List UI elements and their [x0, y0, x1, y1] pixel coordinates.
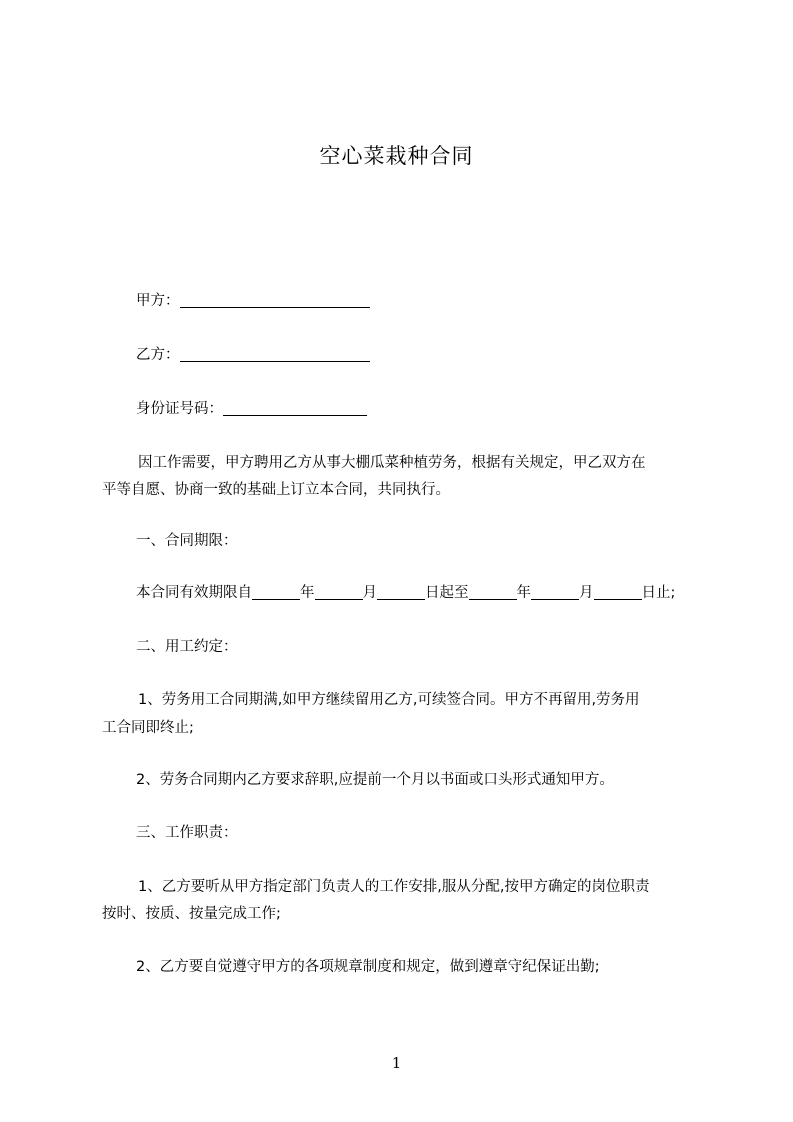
term-month-label-2: 月 — [579, 585, 594, 601]
clause-3-1-line-2: 按时、按质、按量完成工作; — [102, 906, 281, 922]
clause-2-1-line-1: 1、劳务用工合同期满,如甲方继续留用乙方,可续签合同。甲方不再留用,劳务用 — [138, 692, 640, 708]
section-1-heading: 一、合同期限： — [136, 533, 238, 549]
clause-3-1-line-1: 1、乙方要听从甲方指定部门负责人的工作安排,服从分配,按甲方确定的岗位职责 — [138, 879, 650, 895]
term-start-month-blank[interactable] — [315, 582, 363, 600]
page-number: 1 — [391, 1054, 402, 1072]
term-start-year-blank[interactable] — [252, 582, 300, 600]
term-month-label-1: 月 — [362, 585, 377, 601]
id-number-label: 身份证号码： — [136, 401, 223, 417]
term-end-day-blank[interactable] — [594, 582, 642, 600]
id-number-line — [102, 394, 746, 425]
clause-3-2: 2、乙方要自觉遵守甲方的各项规章制度和规定，做到遵章守纪保证出勤; — [136, 959, 600, 975]
term-end-year-blank[interactable] — [469, 582, 517, 600]
party-a-label: 甲方： — [136, 293, 180, 309]
term-year-label-1: 年 — [300, 585, 315, 601]
intro-line-2: 平等自愿、协商一致的基础上订立本合同，共同执行。 — [102, 482, 450, 498]
term-year-label-2: 年 — [516, 585, 531, 601]
section-3-heading: 三、工作职责： — [136, 825, 238, 841]
party-b-label: 乙方： — [136, 347, 180, 363]
clause-2-2: 2、劳务合同期内乙方要求辞职,应提前一个月以书面或口头形式通知甲方。 — [136, 772, 614, 788]
clause-2-1-line-2: 工合同即终止; — [102, 720, 194, 736]
id-number-blank[interactable] — [223, 398, 367, 416]
party-a-blank[interactable] — [180, 290, 370, 308]
term-end-month-blank[interactable] — [531, 582, 579, 600]
party-b-blank[interactable] — [180, 344, 370, 362]
term-text-start: 本合同有效期限自 — [136, 585, 252, 601]
intro-line-1: 因工作需要，甲方聘用乙方从事大棚瓜菜种植劳务，根据有关规定，甲乙双方在 — [138, 455, 646, 471]
document-title: 空心菜栽种合同 — [319, 144, 474, 168]
section-2-heading: 二、用工约定： — [136, 639, 238, 655]
term-start-day-blank[interactable] — [377, 582, 425, 600]
term-day-start-label: 日起至 — [425, 585, 469, 601]
term-line — [102, 578, 746, 609]
party-a-line — [102, 286, 746, 317]
term-day-end-label: 日止; — [641, 585, 676, 601]
party-b-line — [102, 340, 746, 371]
